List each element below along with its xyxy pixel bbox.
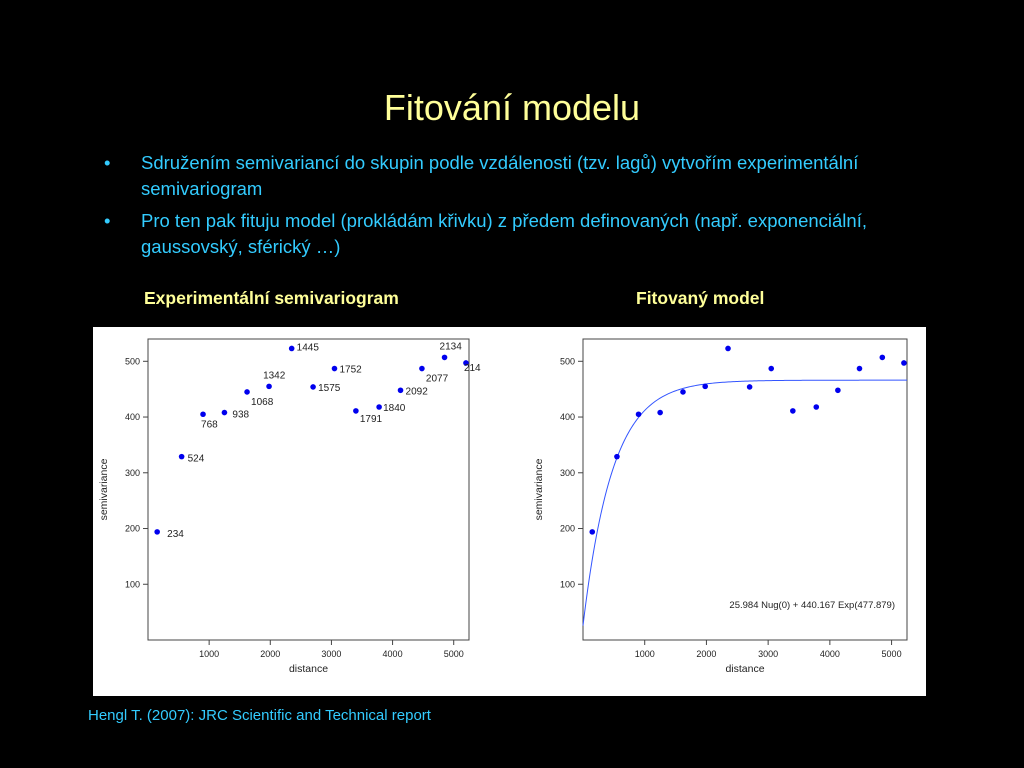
experimental-x-axis-label: distance [288,663,329,675]
bullet-text: Sdružením semivariancí do skupin podle vzdálenosti (tzv. lagů) vytvořím experimentální semivariogram [141,152,859,199]
fitted-data-point [680,389,686,395]
experimental-data-point [376,404,382,410]
experimental-data-point [266,384,272,390]
fitted-data-point [589,529,595,535]
fitted-data-point [857,366,863,372]
experimental-y-tick-label: 200 [124,523,140,534]
experimental-data-point [332,366,338,372]
experimental-point-label: 1752 [339,364,362,376]
fitted-y-tick-label: 300 [559,467,575,478]
fitted-data-point [880,355,886,361]
experimental-data-point [222,410,228,416]
experimental-point-label: 1342 [263,370,286,382]
experimental-data-point [310,384,316,390]
experimental-plot-frame [148,339,469,640]
experimental-data-point [289,346,295,352]
experimental-point-label: 1445 [296,342,319,354]
bullet-item [104,208,924,260]
experimental-point-label: 524 [187,453,205,465]
experimental-y-tick-label: 500 [124,356,140,367]
slide-title: Fitování modelu [383,87,641,128]
citation: Hengl T. (2007): JRC Scientific and Technical report [88,707,431,724]
experimental-data-point [419,366,425,372]
fitted-data-point [657,410,663,416]
fitted-data-point [702,384,708,390]
experimental-point-label: 1068 [251,396,274,408]
model-equation-annotation: 25.984 Nug(0) + 440.167 Exp(477.879) [729,600,895,612]
experimental-point-label: 2092 [405,386,428,398]
fitted-y-axis-label: semivariance [533,458,545,521]
fitted-x-tick-label: 2000 [696,649,717,659]
bullet-list [104,150,924,266]
bullet-text: Pro ten pak fituju model (prokládám křivku) z předem definovaných (např. exponenciální, gaussovský, sférický …) [141,210,867,257]
semivariogram-figure [93,327,926,696]
bullet-dot-icon: • [104,210,111,231]
fitted-y-tick-label: 400 [559,412,575,423]
fitted-data-point [725,346,731,352]
experimental-point-label: 234 [167,528,184,540]
experimental-x-tick-label: 4000 [382,649,403,659]
fitted-x-tick-label: 4000 [819,649,840,659]
experimental-point-label: 214 [463,362,481,374]
fitted-model-heading: Fitovaný model [636,288,765,308]
bullet-item [104,150,924,202]
figure-panel [93,327,926,696]
fitted-x-tick-label: 1000 [634,649,655,659]
fitted-data-point [768,366,774,372]
experimental-y-tick-label: 100 [124,579,140,590]
fitted-y-tick-label: 100 [559,579,575,590]
fitted-data-point [614,454,620,460]
experimental-semivariogram-heading: Experimentální semivariogram [144,288,399,308]
experimental-point-label: 1791 [359,413,383,425]
fitted-data-point [813,404,819,410]
experimental-data-point [442,355,448,361]
fitted-data-point [636,411,642,417]
experimental-data-point [398,387,404,393]
experimental-point-label: 2077 [425,373,449,385]
experimental-x-tick-label: 3000 [321,649,342,659]
experimental-point-label: 1575 [318,382,341,394]
fitted-y-tick-label: 200 [559,523,575,534]
fitted-plot-frame [583,339,907,640]
experimental-x-tick-label: 1000 [199,649,220,659]
fitted-x-tick-label: 5000 [881,649,902,659]
experimental-data-point [244,389,250,395]
fitted-y-tick-label: 500 [559,356,575,367]
fitted-x-tick-label: 3000 [758,649,779,659]
fitted-data-point [901,360,907,366]
experimental-y-tick-label: 400 [124,412,140,423]
experimental-data-point [200,411,206,417]
experimental-point-label: 1840 [383,403,406,415]
experimental-data-point [179,454,185,460]
experimental-point-label: 2134 [439,341,462,353]
fitted-data-point [747,384,753,390]
fitted-data-point [835,387,841,393]
fitted-x-axis-label: distance [725,663,765,675]
experimental-x-tick-label: 5000 [443,649,464,659]
experimental-data-point [154,529,160,535]
bullet-dot-icon: • [104,152,111,173]
experimental-point-label: 768 [201,419,218,431]
fitted-model-curve [583,380,907,625]
experimental-data-point [353,408,359,414]
experimental-x-tick-label: 2000 [260,649,281,659]
fitted-data-point [790,408,796,414]
experimental-y-tick-label: 300 [124,467,140,478]
experimental-point-label: 938 [232,409,250,421]
experimental-y-axis-label: semivariance [98,458,110,521]
